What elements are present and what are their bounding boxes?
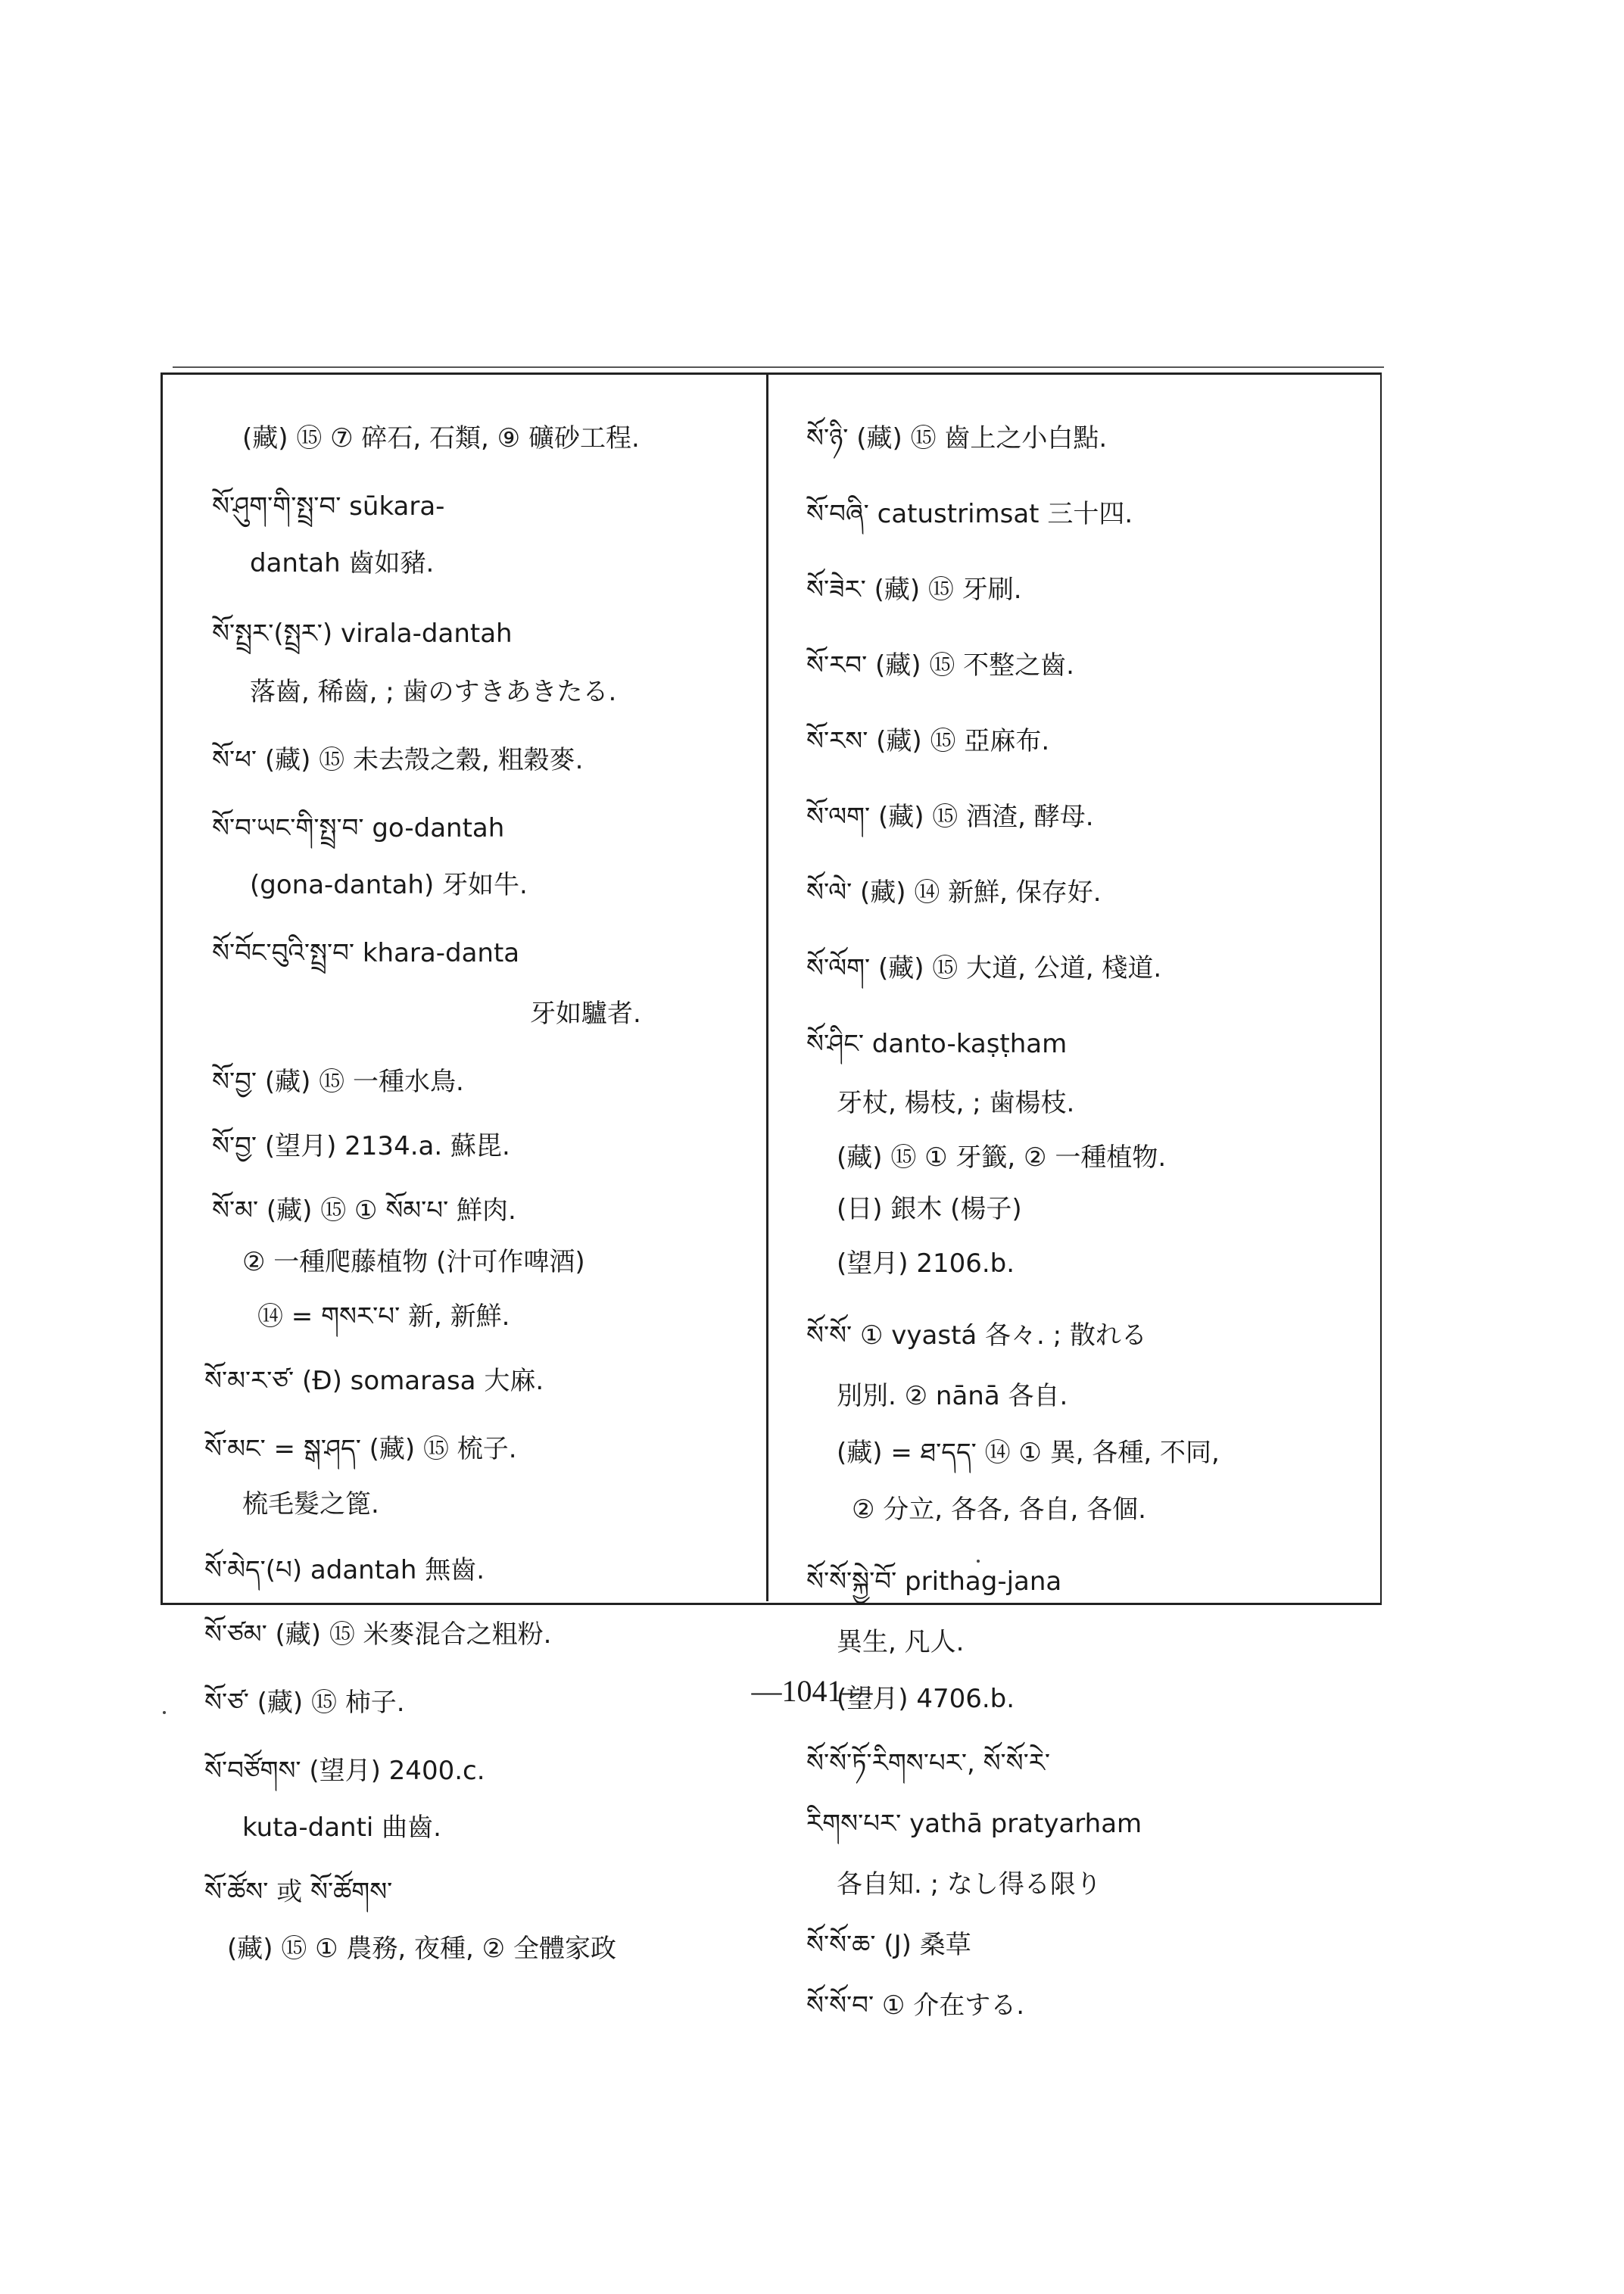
entry-line: kuta-danti 曲齒. [242, 1812, 441, 1843]
entry-line: 各自知. ; なし得る限り [837, 1869, 1102, 1900]
entry-line: ② 一種爬藤植物 (汁可作啤酒) [242, 1247, 585, 1277]
page-number: —1041— [751, 1674, 873, 1708]
entry-line: 異生, 凡人. [837, 1627, 965, 1657]
entry-line: སོ་ཚོས་ 或 སོ་ཚོགས་ [204, 1877, 393, 1907]
entry-line: 別別. ② nānā 各自. [837, 1381, 1068, 1411]
entry-line: སོ་ཤུག་གི་སྤྲ་བ་ sūkara- [212, 491, 445, 522]
entry-line: སོ་ཟེར་ (藏) ⑮ 牙刷. [806, 575, 1022, 605]
entry-line: སོ་སོ་ཏོ་རིགས་པར་, སོ་སོ་རེ་ [806, 1748, 1051, 1778]
entry-line: སོ་མ་ (藏) ⑮ ① སོམ་པ་ 鮮肉. [212, 1195, 516, 1226]
entry-line: (藏) ⑮ ① 農務, 夜種, ② 全體家政 [227, 1934, 616, 1964]
entry-line: སོ་རབ་ (藏) ⑮ 不整之齒. [806, 650, 1074, 681]
entry-line: (藏) = ཐ་དད་ ⑭ ① 異, 各種, 不同, [837, 1438, 1220, 1468]
entry-line: (日) 銀木 (楊子) [837, 1194, 1022, 1224]
entry-line: (藏) ⑮ ⑦ 碎石, 石類, ⑨ 礦砂工程. [242, 423, 640, 454]
entry-line: ② 分立, 各各, 各自, 各個. [852, 1495, 1146, 1525]
entry-line: སོ་མེད་(པ) adantah 無齒. [204, 1555, 485, 1585]
entry-line: སོ་རས་ (藏) ⑮ 亞麻布. [806, 726, 1050, 756]
entry-line: 牙杖, 楊枝, ; 歯楊枝. [837, 1088, 1075, 1118]
ink-speck [163, 1711, 166, 1714]
ink-speck [977, 1560, 980, 1563]
entry-line: སོ་ཙམ་ (藏) ⑮ 米麥混合之粗粉. [204, 1619, 552, 1650]
entry-line: སོ་མ་ར་ཙ་ (Ð) somarasa 大麻. [204, 1366, 544, 1396]
entry-line: སོ་ལོག་ (藏) ⑮ 大道, 公道, 棧道. [806, 953, 1162, 983]
entry-line: སོ་བྱ་ (藏) ⑮ 一種水鳥. [212, 1067, 464, 1097]
entry-line: སོ་ཕ་ (藏) ⑮ 未去殼之穀, 粗穀麥. [212, 745, 584, 775]
entry-line: སོ་སྤྲར་(སྤྲར་) virala-dantah [212, 619, 513, 649]
entry-line: སོ་བ་ཡང་གི་སྤྲ་བ་ go-dantah [212, 813, 505, 843]
entry-line: སོ་ལག་ (藏) ⑮ 酒渣, 酵母. [806, 802, 1094, 832]
entry-line: སོ་བཙོགས་ (望月) 2400.c. [204, 1756, 485, 1786]
entry-line: སོ་སོ་ ① vyastá 各々. ; 散れる [806, 1320, 1147, 1351]
entry-line: སོ་མང་ = སྒ་ཤད་ (藏) ⑮ 梳子. [204, 1434, 517, 1464]
top-rule [173, 366, 1384, 368]
entry-line: རིགས་པར་ yathā pratyarham [806, 1809, 1142, 1839]
entry-line: སོ་སོ་བ་ ① 介在する. [806, 1990, 1025, 2021]
entry-line: སོ་བྱ་ (望月) 2134.a. 蘇毘. [212, 1131, 510, 1161]
entry-line: སོ་བཞི་ catustrimsat 三十四. [806, 499, 1133, 529]
entry-line: སོ་ཤིང་ danto-kaṣṭham [806, 1029, 1068, 1059]
entry-line: (藏) ⑮ ① 牙籤, ② 一種植物. [837, 1142, 1167, 1173]
entry-line: 梳毛髮之篦. [242, 1489, 379, 1519]
entry-line: ⑭ = གསར་པ་ 新, 新鮮. [257, 1301, 510, 1332]
entry-line: སོ་ལེ་ (藏) ⑭ 新鮮, 保存好. [806, 877, 1102, 908]
entry-line: སོ་ཉི་ (藏) ⑮ 齒上之小白點. [806, 423, 1108, 454]
entry-line: 牙如驢者. [530, 999, 641, 1029]
entry-line: སོ་ཙ་ (藏) ⑮ 柿子. [204, 1688, 405, 1718]
entry-line: 落齒, 稀齒, ; 歯のすきあきたる. [250, 677, 617, 707]
entry-line: (gona-dantah) 牙如牛. [250, 870, 528, 900]
entry-line: སོ་སོ་ཆ་ (J) 桑草 [806, 1930, 971, 1960]
entry-line: (望月) 2106.b. [837, 1248, 1015, 1279]
entry-line: (望月) 4706.b. [837, 1684, 1015, 1714]
entry-line: སོ་བོང་བུའི་སྤྲ་བ་ khara-danta [212, 938, 520, 968]
column-divider [766, 375, 768, 1601]
entry-line: dantah 齒如豬. [250, 548, 435, 578]
entry-line: སོ་སོ་སྐྱེ་བོ་ prithag-jana [806, 1566, 1062, 1597]
